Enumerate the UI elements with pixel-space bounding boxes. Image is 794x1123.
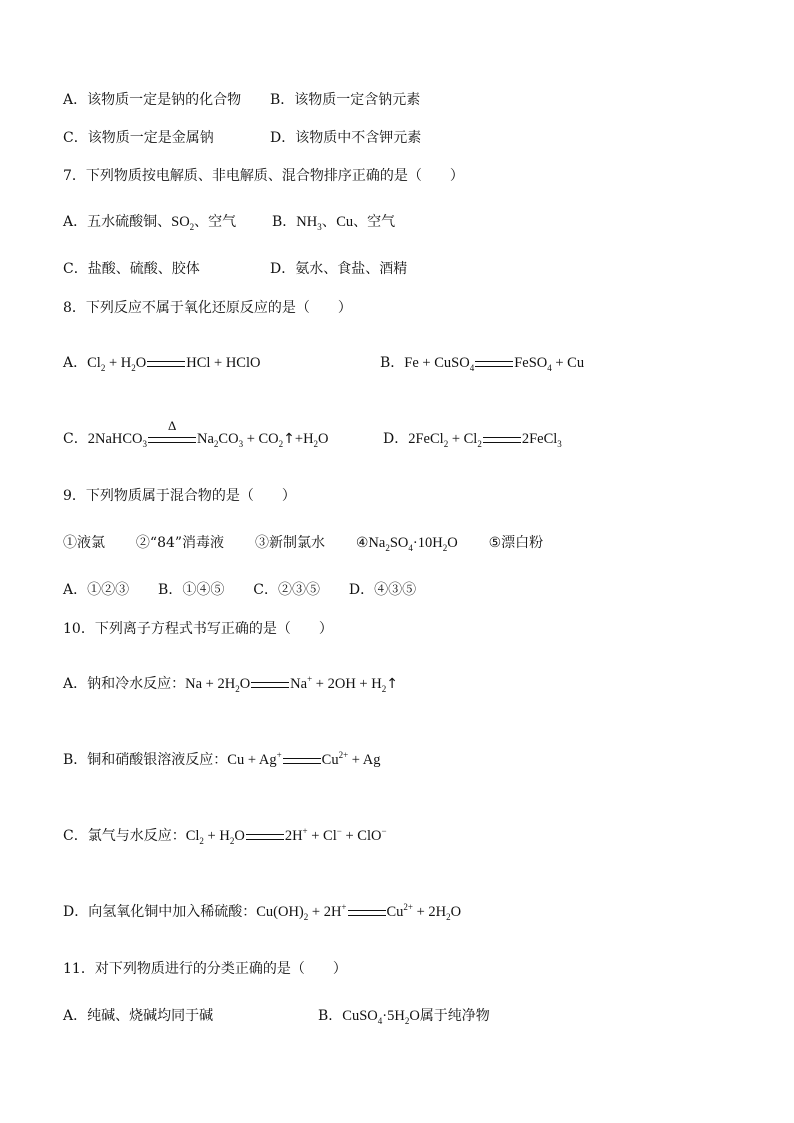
q9-item-3: ③新制氯水 xyxy=(254,535,325,551)
q9-item-4-label: ④ xyxy=(355,535,369,551)
q8-option-b xyxy=(380,353,584,373)
equation: $Cu(OH)_2 + 2H^+$ $Cu^{2+} + 2H_2O$ xyxy=(256,902,462,922)
q9-option-d: D．④③⑤ xyxy=(348,582,417,598)
q7-option-c: C．盐酸、硫酸、胶体 xyxy=(63,261,200,277)
q11-stem: 11．对下列物质进行的分类正确的是（ ） xyxy=(63,961,347,977)
q7-option-b-label: B． xyxy=(272,214,297,230)
q7-stem: 7．下列物质按电解质、非电解质、混合物排序正确的是（ ） xyxy=(63,168,464,184)
formula: $SO_2$ xyxy=(171,214,195,232)
equation: 2FeCl$_2$ + $Cl_2$ 2FeCl$_3$ xyxy=(408,431,562,449)
q9-option-b: B．①④⑤ xyxy=(158,582,225,598)
q8-option-a-label: A． xyxy=(63,355,88,371)
q10-stem: 10．下列离子方程式书写正确的是（ ） xyxy=(63,621,333,637)
q6-option-c: C．该物质一定是金属钠 xyxy=(63,130,214,146)
equation: $Na + 2H_2O$ $Na^+ + 2OH + H_2↑$ xyxy=(185,674,398,694)
equation: 2NaHCO$_3$ Δ $Na_2CO_3$ + $CO_2↑+H_2O$ xyxy=(87,417,329,449)
q9-item-5: ⑤漂白粉 xyxy=(488,535,544,551)
q9-stem: 9．下列物质属于混合物的是（ ） xyxy=(63,488,296,504)
q9-option-c: C．②③⑤ xyxy=(253,582,320,598)
q10-option-a-text: A．钠和冷水反应： xyxy=(63,676,186,692)
q8-option-c xyxy=(63,417,329,449)
q11-option-b-tail: 属于纯净物 xyxy=(419,1008,490,1024)
q10-option-d-text: D．向氢氧化铜中加入稀硫酸： xyxy=(63,904,257,920)
q7-option-a-text: A．五水硫酸铜、 xyxy=(63,214,172,230)
q7-option-b-tail: 、空气 xyxy=(353,214,396,230)
q10-option-c-text: C．氯气与水反应： xyxy=(63,828,186,844)
q6-option-b: B．该物质一定含钠元素 xyxy=(270,92,421,108)
heat-symbol: Δ xyxy=(168,417,177,433)
q9-options xyxy=(63,580,416,600)
q9-item-1: ①液氯 xyxy=(63,535,105,551)
q11-option-b xyxy=(318,1006,490,1026)
q8-option-b-label: B． xyxy=(380,355,405,371)
q8-option-d-label: D． xyxy=(383,431,409,447)
q6-option-a: A．该物质一定是钠的化合物 xyxy=(63,92,242,108)
formula: $NH_3$、Cu xyxy=(296,214,354,232)
equation: Cu + Ag+ $Cu^{2+} + Ag$ xyxy=(227,750,381,768)
equation: $Cl_2 + H_2O$ 2H+ + Cl− + ClO− xyxy=(185,826,387,846)
q7-option-b xyxy=(272,212,395,232)
q10-option-d xyxy=(63,902,461,922)
q8-stem: 8．下列反应不属于氧化还原反应的是（ ） xyxy=(63,300,352,316)
q7-option-a xyxy=(63,212,236,232)
q8-option-d xyxy=(383,429,562,449)
q6-option-d: D．该物质中不含钾元素 xyxy=(270,130,422,146)
q8-option-c-label: C． xyxy=(63,431,88,447)
formula: $CuSO_4\cdot 5H_2O$ xyxy=(342,1008,420,1026)
q9-items xyxy=(63,533,543,553)
q7-option-a-tail: 、空气 xyxy=(194,214,237,230)
q10-option-b-text: B．铜和硝酸银溶液反应： xyxy=(63,752,228,768)
q9-item-2: ②“84”消毒液 xyxy=(135,535,225,551)
q11-option-b-label: B． xyxy=(318,1008,343,1024)
q11-option-a: A．纯碱、烧碱均同于碱 xyxy=(63,1008,214,1024)
formula: $Na_2SO_4\cdot 10H_2O$ xyxy=(368,535,458,553)
q8-option-a xyxy=(63,353,260,373)
q10-option-b xyxy=(63,750,381,770)
q7-option-d: D．氨水、食盐、酒精 xyxy=(270,261,408,277)
equation: $Cl_2 + H_2O$ HCl + HClO xyxy=(87,355,261,373)
q9-option-a: A．①②③ xyxy=(63,582,130,598)
equation: Fe + CuSO$_4$ FeSO$_4$ + Cu xyxy=(404,355,585,373)
q10-option-a xyxy=(63,674,398,694)
q9-item-4 xyxy=(356,535,458,551)
q10-option-c xyxy=(63,826,387,846)
